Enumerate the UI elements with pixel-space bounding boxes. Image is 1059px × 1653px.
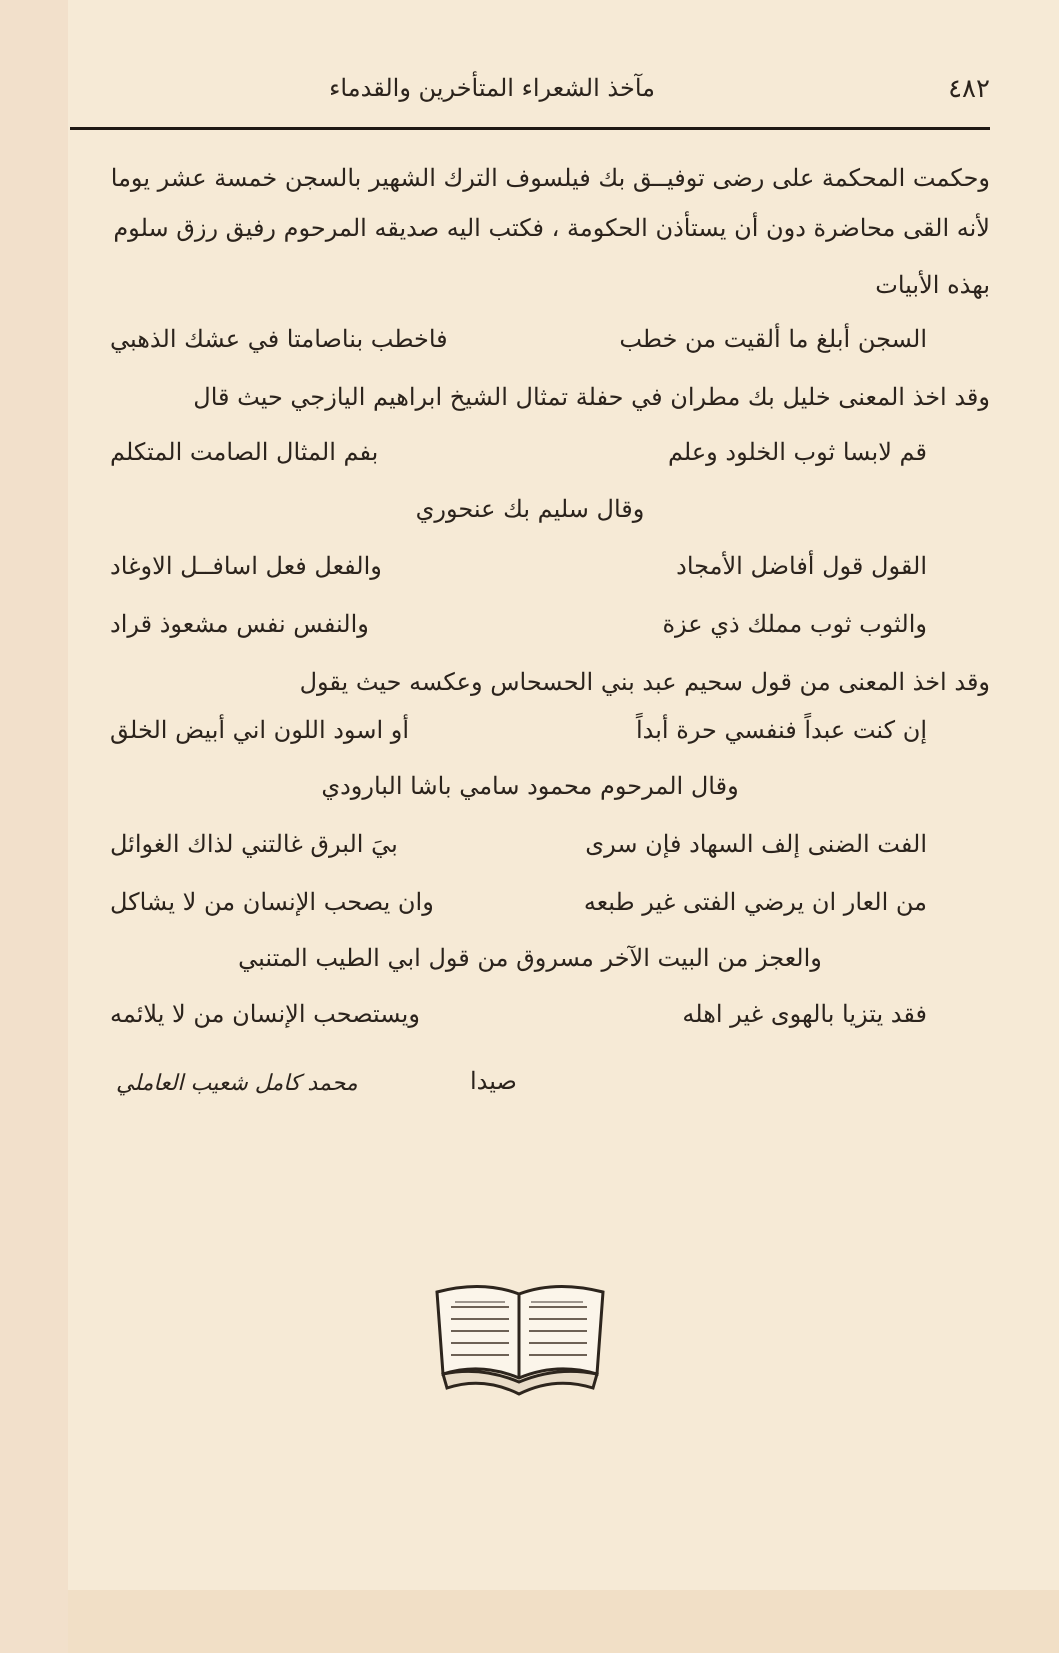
verse-8-left: ويستصحب الإنسان من لا يلائمه	[110, 1000, 420, 1028]
page-number: ٤٨٢	[948, 74, 990, 104]
body-line-3: بهذه الأبيات	[875, 271, 990, 299]
verse-8-right: فقد يتزيا بالهوى غير اهله	[682, 1000, 927, 1028]
verse-2-left: بفم المثال الصامت المتكلم	[110, 438, 379, 466]
verse-4-left: والنفس نفس مشعوذ قراد	[110, 610, 369, 638]
header-rule	[70, 127, 990, 130]
verse-3-left: والفعل فعل اسافــل الاوغاد	[110, 552, 382, 580]
verse-6-left: بيَ البرق غالتني لذاك الغوائل	[110, 830, 398, 858]
intro-line-6: والعجز من البيت الآخر مسروق من قول ابي الطيب المتنبي	[238, 944, 822, 972]
intro-line-4: وقد اخذ المعنى من قول سحيم عبد بني الحسحاس وعكسه حيث يقول	[299, 668, 990, 696]
verse-1-left: فاخطب بناصامتا في عشك الذهبي	[110, 325, 448, 353]
body-line-2: لأنه القى محاضرة دون أن يستأذن الحكومة ، فكتب اليه صديقه المرحوم رفيق رزق سلوم	[113, 214, 990, 242]
verse-3-right: القول قول أفاضل الأمجاد	[676, 552, 927, 580]
page-margin-strip	[0, 0, 68, 1653]
verse-2-right: قم لابسا ثوب الخلود وعلم	[667, 438, 927, 466]
city-name: صيدا	[470, 1067, 517, 1095]
verse-5-left: أو اسود اللون اني أبيض الخلق	[110, 716, 409, 744]
running-title: مآخذ الشعراء المتأخرين والقدماء	[329, 74, 655, 102]
verse-7-right: من العار ان يرضي الفتى غير طبعه	[583, 888, 927, 916]
intro-line-5: وقال المرحوم محمود سامي باشا البارودي	[321, 772, 739, 800]
verse-5-right: إن كنت عبداً فنفسي حرة أبداً	[635, 716, 927, 744]
verse-7-left: وان يصحب الإنسان من لا يشاكل	[110, 888, 434, 916]
verse-6-right: الفت الضنى إلف السهاد فإن سرى	[585, 830, 927, 858]
page-header	[70, 40, 990, 130]
intro-line-2: وقد اخذ المعنى خليل بك مطران في حفلة تمثال الشيخ ابراهيم اليازجي حيث قال	[193, 383, 990, 411]
intro-line-3: وقال سليم بك عنحوري	[415, 495, 645, 523]
verse-1-right: السجن أبلغ ما ألقيت من خطب	[619, 325, 927, 353]
page-bottom-margin	[68, 1590, 1059, 1653]
open-book-icon	[427, 1262, 613, 1398]
body-line-1: وحكمت المحكمة على رضى توفيــق بك فيلسوف الترك الشهير بالسجن خمسة عشر يوما	[110, 164, 990, 192]
signature-name: محمد كامل شعيب العاملي	[116, 1071, 358, 1096]
verse-4-right: والثوب ثوب مملك ذي عزة	[662, 610, 927, 638]
